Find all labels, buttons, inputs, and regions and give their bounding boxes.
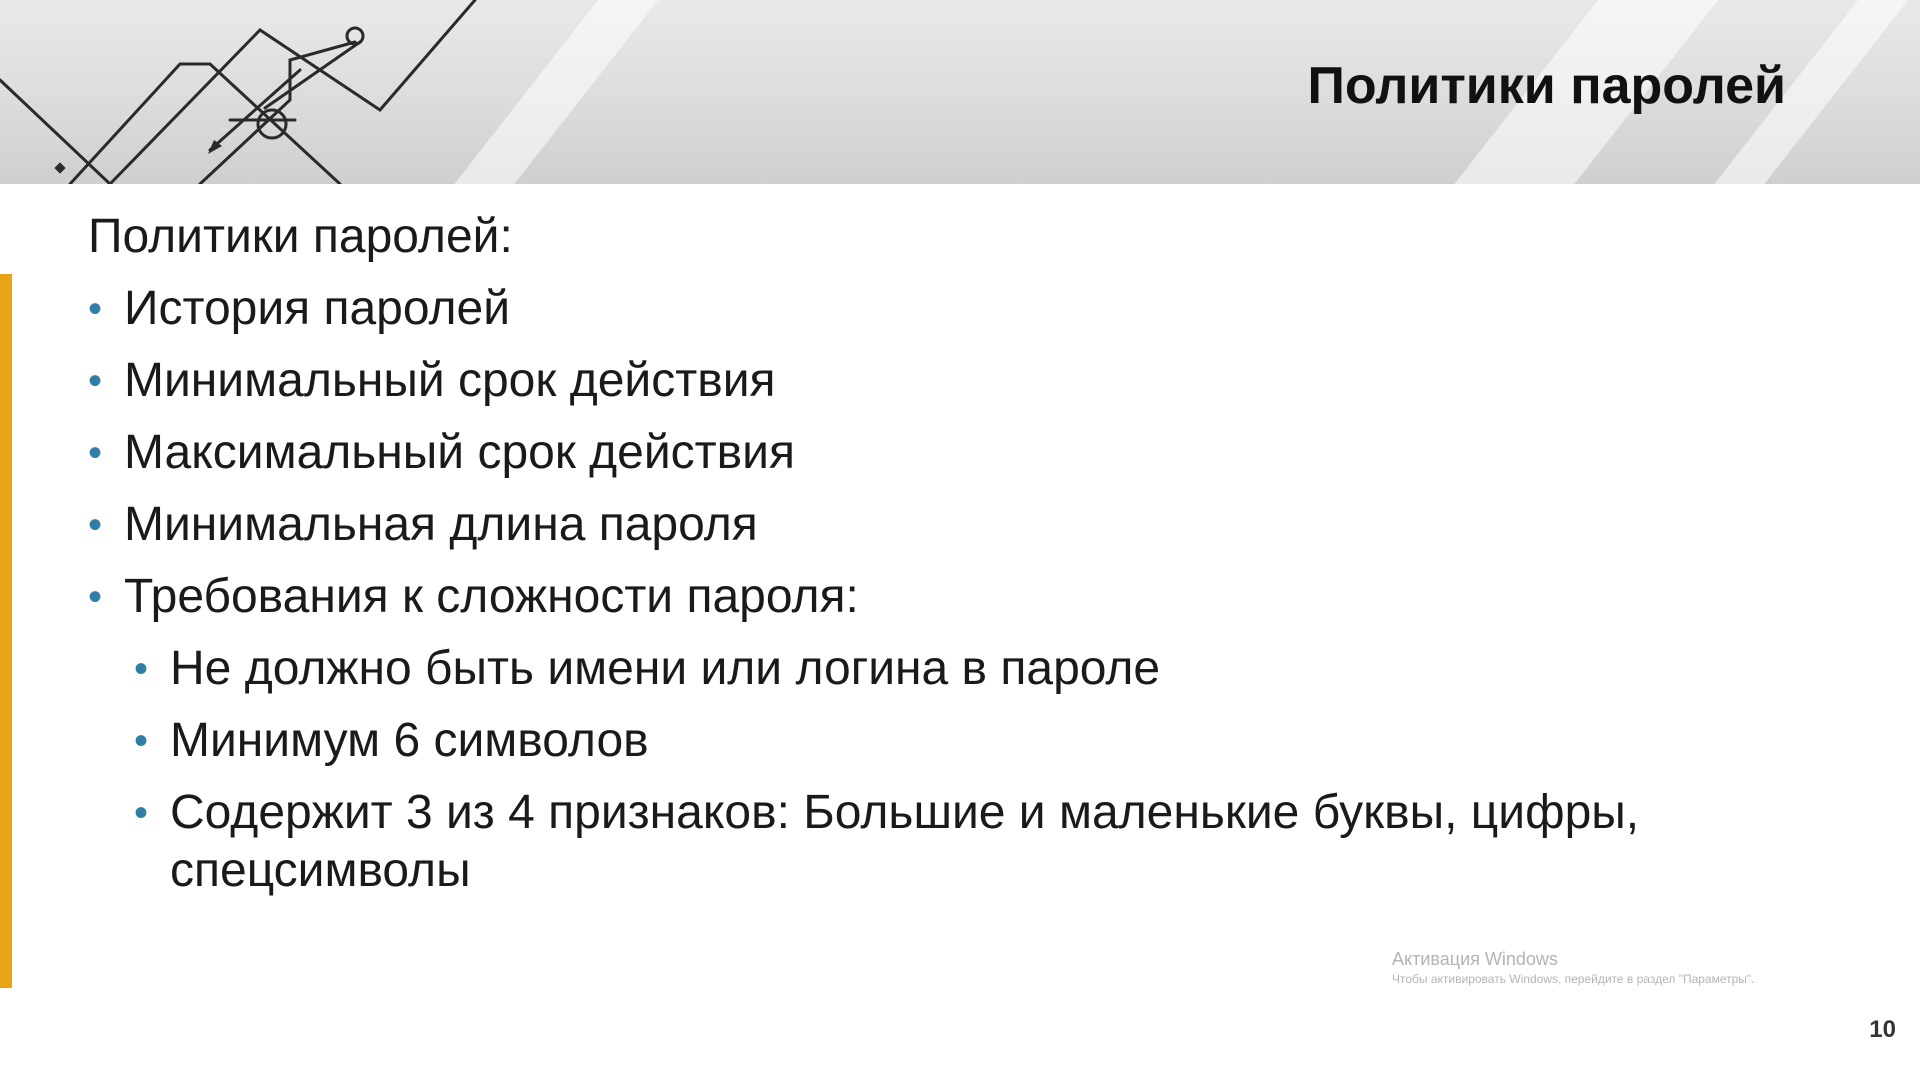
windows-activation-watermark [1392,948,1755,988]
activation-title: Активация Windows [1392,949,1558,969]
list-item [88,424,1808,482]
bullet-icon: • [88,575,103,619]
slide-title: Политики паролей [1307,57,1786,115]
bullet-text: Минимальный срок действия [124,354,776,407]
bullet-icon: • [134,647,149,691]
bullet-icon: • [88,287,103,331]
list-item [88,352,1808,410]
activation-subtitle: Чтобы активировать Windows, перейдите в раздел "Параметры". [1392,972,1755,986]
bullet-text: Требования к сложности пароля: [124,570,859,623]
bullet-text: Максимальный срок действия [124,426,795,479]
sub-list-item [88,712,1808,770]
list-item [88,496,1808,554]
accent-bar [0,274,12,988]
page-number: 10 [1869,1016,1896,1043]
sub-bullet-text: Не должно быть имени или логина в пароле [170,642,1161,695]
circuit-lines-graphic [0,0,500,184]
bullet-icon: • [134,719,149,763]
sub-bullet-text: Содержит 3 из 4 признаков: Большие и маленькие буквы, цифры, спецсимволы [170,786,1640,897]
bullet-icon: • [88,503,103,547]
bullet-text: История паролей [124,282,511,335]
sub-list-item [88,640,1808,698]
bullet-icon: • [88,431,103,475]
bullet-list [88,280,1808,626]
header-band [0,0,1920,184]
slide-content [88,208,1808,914]
bullet-text: Минимальная длина пароля [124,498,758,551]
sub-bullet-text: Минимум 6 символов [170,714,649,767]
sub-list-item [88,784,1870,900]
intro-text: Политики паролей: [88,210,513,263]
list-item [88,280,1808,338]
list-item [88,568,1808,626]
sub-bullet-list [88,640,1808,900]
bullet-icon: • [134,791,149,835]
bullet-icon: • [88,359,103,403]
